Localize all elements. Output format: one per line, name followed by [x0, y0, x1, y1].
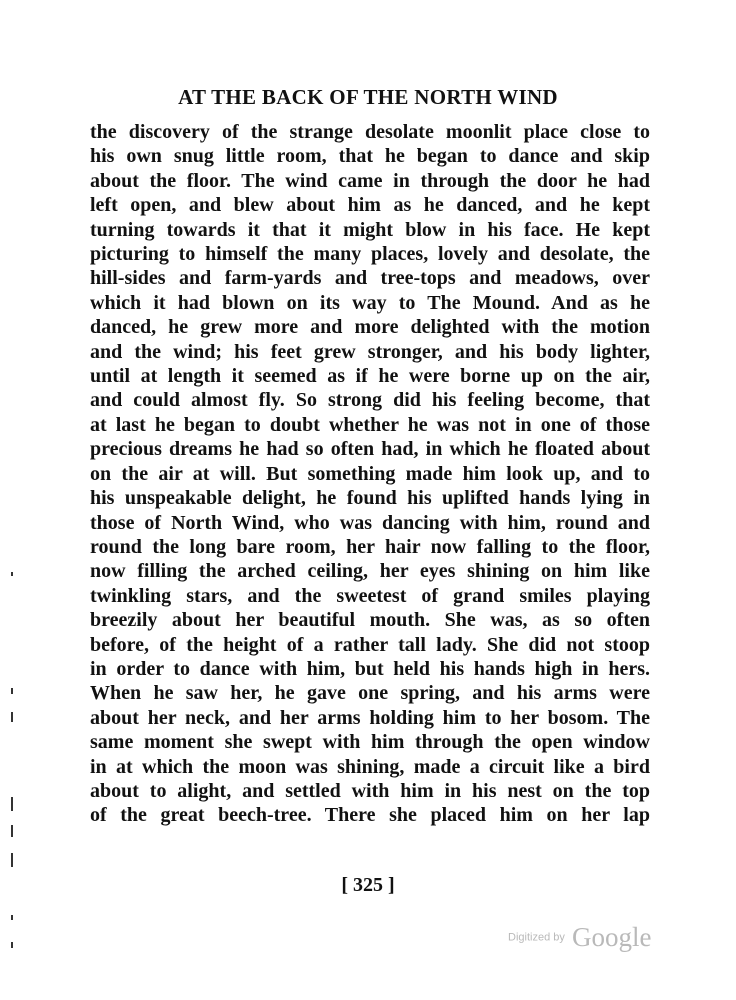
text-line: round the long bare room, her hair now falling to the floor, — [90, 535, 650, 558]
text-line: hill-sides and farm-yards and tree-tops and meadows, over — [90, 267, 650, 290]
text-line: and could almost fly. So strong did his feeling become, that — [90, 389, 650, 412]
text-line: before, of the height of a rather tall lady. She did not stoop — [90, 633, 650, 656]
text-line: now filling the arched ceiling, her eyes shining on him like — [90, 560, 650, 583]
text-line: about to alight, and settled with him in his nest on the top — [90, 779, 650, 802]
watermark-prefix: Digitized by — [508, 931, 565, 944]
text-line: about the floor. The wind came in through the door he had — [90, 169, 650, 192]
text-line: at last he began to doubt whether he was not in one of those — [90, 413, 650, 436]
text-line: until at length it seemed as if he were borne up on the air, — [90, 365, 650, 388]
scan-artifact-mark — [11, 942, 13, 948]
text-line: those of North Wind, who was dancing with him, round and — [90, 511, 650, 534]
text-line: When he saw her, he gave one spring, and his arms were — [90, 682, 650, 705]
text-line: in order to dance with him, but held his hands high in hers. — [90, 657, 650, 680]
text-line: in at which the moon was shining, made a circuit like a bird — [90, 755, 650, 778]
scan-artifact-mark — [11, 825, 13, 837]
scan-artifact-mark — [11, 688, 13, 694]
text-line: same moment she swept with him through the open window — [90, 731, 650, 754]
text-line: the discovery of the strange desolate moonlit place close to — [90, 121, 650, 143]
text-line: of the great beech-tree. There she placed him on her lap — [90, 804, 650, 827]
text-line: picturing to himself the many places, lovely and desolate, the — [90, 243, 650, 266]
running-head: AT THE BACK OF THE NORTH WIND — [178, 85, 558, 109]
scan-artifact-mark — [11, 915, 13, 920]
text-line: breezily about her beautiful mouth. She was, as so often — [90, 609, 650, 632]
text-line: on the air at will. But something made him look up, and to — [90, 462, 650, 485]
scan-artifact-mark — [11, 712, 13, 722]
page-number: [ 325 ] — [341, 874, 395, 896]
scan-artifact-mark — [11, 797, 13, 811]
text-line: his own snug little room, that he began to dance and skip — [90, 145, 650, 168]
text-line: twinkling stars, and the sweetest of grand smiles playing — [90, 584, 650, 607]
text-line: which it had blown on its way to The Mound. And as he — [90, 291, 650, 314]
body-text — [90, 120, 650, 828]
watermark-brand: Google — [571, 922, 652, 952]
text-line: about her neck, and her arms holding him to her bosom. The — [90, 706, 650, 729]
text-line: and the wind; his feet grew stronger, and his body lighter, — [90, 340, 650, 363]
text-line: his unspeakable delight, he found his uplifted hands lying in — [90, 487, 650, 510]
text-line: precious dreams he had so often had, in which he floated about — [90, 438, 650, 461]
scan-artifact-mark — [11, 572, 13, 576]
text-line: turning towards it that it might blow in his face. He kept — [90, 218, 650, 241]
scan-artifact-mark — [11, 853, 13, 867]
digitized-watermark — [508, 922, 651, 953]
text-line: left open, and blew about him as he danced, and he kept — [90, 194, 650, 217]
text-line: danced, he grew more and more delighted with the motion — [90, 316, 650, 339]
